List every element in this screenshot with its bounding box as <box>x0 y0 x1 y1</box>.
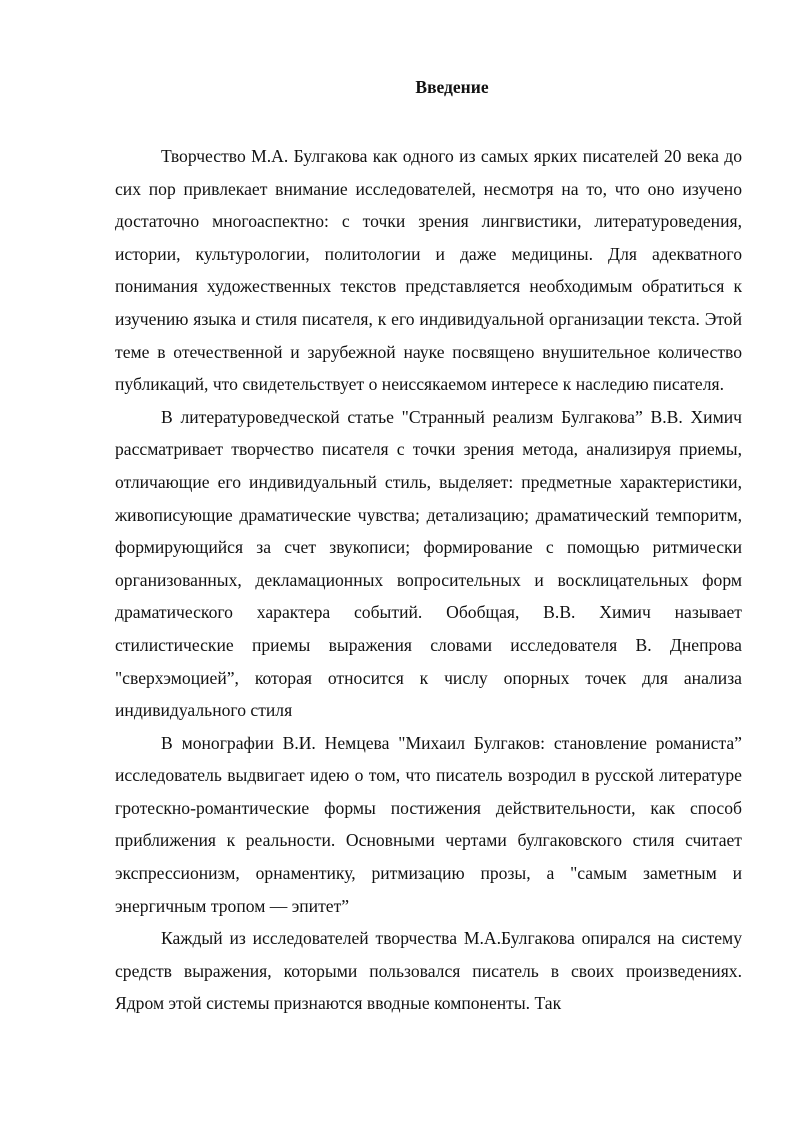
document-body <box>115 140 742 1020</box>
paragraph-1: Творчество М.А. Булгакова как одного из самых ярких писателей 20 века до сих пор привлекает внимание исследователей, несмотря на то, что оно изучено достаточно многоаспектно: с точки зрения лингвистики, литературоведения, истории, культурологии, политологии и даже медицины. Для адекватного понимания художественных текстов представляется необходимым обратиться к изучению языка и стиля писателя, к его индивидуальной организации текста. Этой теме в отечественной и зарубежной науке посвящено внушительное количество публикаций, что свидетельствует о неиссякаемом интересе к наследию писателя. <box>115 146 742 395</box>
paragraph-4: Каждый из исследователей творчества М.А.Булгакова опирался на систему средств выражения, которыми пользовался писатель в своих произведениях. Ядром этой системы признаются вводные компоненты. Так <box>115 928 742 1014</box>
paragraph-2: В литературоведческой статье "Странный реализм Булгакова” В.В. Химич рассматривает творчество писателя с точки зрения метода, анализируя приемы, отличающие его индивидуальный стиль, выделяет: предметные характеристики, живописующие драматические чувства; детализацию; драматический темпоритм, формирующийся за счет звукописи; формирование с помощью ритмически организованных, декламационных вопросительных и восклицательных форм драматического характера событий. Обобщая, В.В. Химич называет стилистические приемы выражения словами исследователя В. Днепрова "сверхэмоцией”, которая относится к числу опорных точек для анализа индивидуального стиля <box>115 406 742 721</box>
page-title: Введение <box>415 77 489 97</box>
paragraph-3: В монографии В.И. Немцева "Михаил Булгаков: становление романиста” исследователь выдвигает идею о том, что писатель возродил в русской литературе гротескно-романтические формы постижения действительности, как способ приближения к реальности. Основными чертами булгаковского стиля считает экспрессионизм, орнаментику, ритмизацию прозы, а "самым заметным и энергичным тропом — эпитет” <box>115 732 742 916</box>
